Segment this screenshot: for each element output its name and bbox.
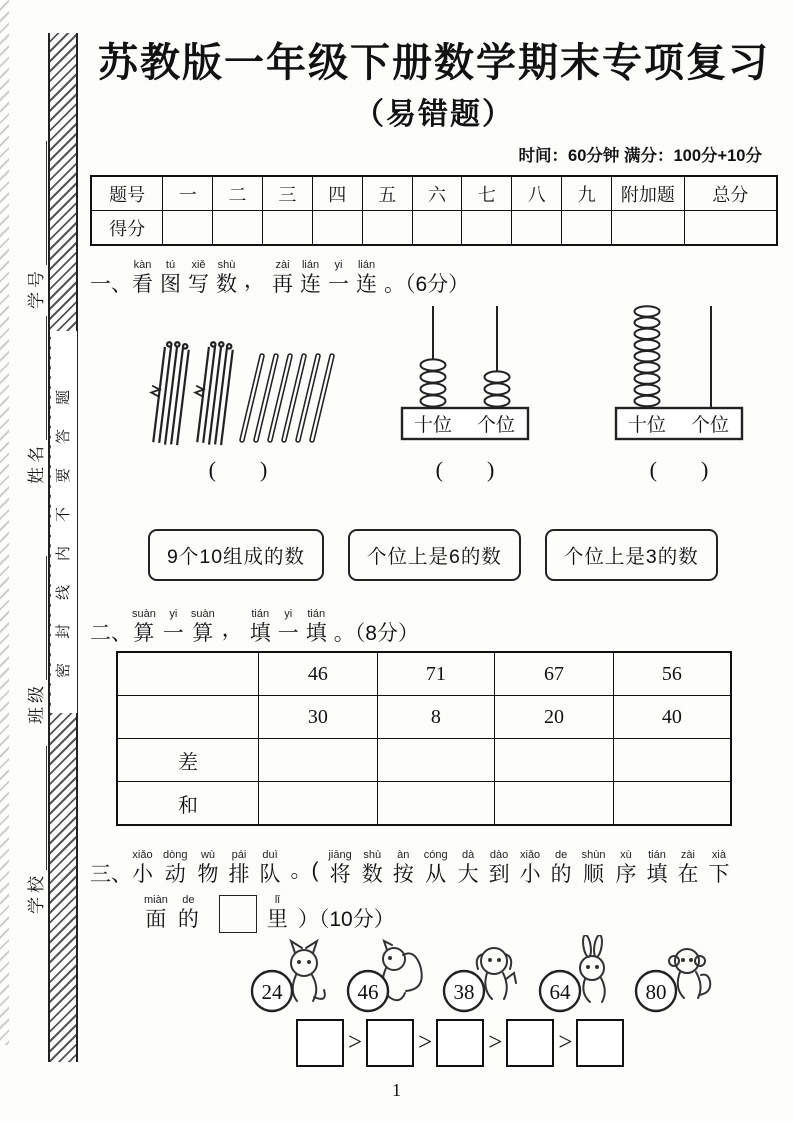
q1-answer-parens-counter2: ( ) [649, 457, 709, 482]
answer-box-1 [296, 1019, 344, 1067]
ones-place-label: 个位 [476, 415, 516, 436]
q1-number: 一、 [90, 273, 132, 296]
ruby-word: lǐ 里 [266, 894, 288, 931]
ruby-word: lián 连 [300, 259, 321, 296]
ruby-word: miàn 面 [144, 894, 168, 931]
score-header-cell: 总分 [684, 176, 777, 211]
q2-number: 二、 [90, 622, 132, 645]
answer-box-2 [366, 1019, 414, 1067]
score-header-cell: 二 [213, 176, 263, 211]
ruby-word: kàn 看 [132, 259, 153, 296]
score-header-cell: 附加题 [612, 176, 685, 211]
abacus-bead [635, 340, 660, 350]
abacus-bead [421, 371, 446, 382]
q1-score-suffix: 。（6分） [384, 273, 470, 296]
counter-figure-2 [614, 300, 744, 485]
q3-heading-words-line2a [144, 890, 209, 933]
squirrel-icon [344, 935, 430, 1015]
ruby-word: xiǎo 小 [519, 849, 541, 886]
name-label: 姓名 [27, 442, 46, 484]
score-header-cell: 四 [312, 176, 362, 211]
cat-icon [248, 935, 334, 1015]
animal-number-badge: 24 [261, 980, 283, 1004]
option-box-ones-six: 个位上是6的数 [348, 529, 521, 581]
q1-answer-parens-sticks: ( ) [208, 457, 268, 482]
q2-empty-cell [377, 782, 495, 826]
q2-value-cell: 67 [495, 652, 614, 696]
page-number: 1 [392, 1080, 401, 1100]
score-header-cell: 九 [562, 176, 612, 211]
q2-value-cell: 46 [259, 652, 378, 696]
q2-empty-cell [613, 739, 731, 782]
ruby-word: yi 一 [162, 608, 184, 645]
score-empty-cell [362, 211, 412, 246]
ruby-word: xiě 写 [188, 259, 209, 296]
abacus-bead [485, 395, 510, 406]
scan-edge-artifact [0, 0, 9, 1045]
name-blank-line [28, 316, 47, 440]
monkey-icon [632, 935, 718, 1015]
ruby-word: duì 队 [259, 849, 281, 886]
q2-empty-cell [117, 652, 259, 696]
q2-value-cell: 40 [613, 696, 731, 739]
answer-box-5 [576, 1019, 624, 1067]
seal-field-class [13, 556, 47, 724]
q2-heading [90, 603, 778, 647]
ruby-word: suàn 算 [132, 608, 156, 645]
ruby-word: 。( [290, 859, 319, 882]
q2-table [116, 651, 732, 826]
score-header-cell: 六 [412, 176, 462, 211]
option-box-ones-three: 个位上是3的数 [545, 529, 718, 581]
answer-box-3 [436, 1019, 484, 1067]
q3-inline-answer-box [219, 895, 257, 933]
student-id-blank-line [28, 141, 47, 265]
q1-heading-words [132, 254, 384, 298]
abacus-bead [635, 351, 660, 361]
score-empty-cell [163, 211, 213, 246]
seal-field-student-id [13, 141, 47, 309]
seal-field-school [13, 746, 47, 914]
ruby-word: yi 一 [277, 608, 299, 645]
q2-value-cell: 56 [613, 652, 731, 696]
animal-number-badge: 46 [357, 980, 379, 1004]
q1-figures [90, 300, 778, 485]
ruby-word: tián 填 [249, 608, 271, 645]
student-id-label: 学号 [27, 267, 46, 309]
abacus-bead [635, 362, 660, 372]
q2-value-cell: 20 [495, 696, 614, 739]
score-header-cell: 八 [512, 176, 562, 211]
q3-score-suffix: ）（10分） [297, 908, 395, 931]
ruby-word: ， [221, 618, 243, 641]
abacus-bead [635, 317, 660, 327]
counter-figure-1 [400, 300, 530, 485]
score-empty-cell [213, 211, 263, 246]
score-row-label: 得分 [91, 211, 163, 246]
score-header-cell: 七 [462, 176, 512, 211]
class-blank-line [28, 556, 47, 680]
score-empty-cell [612, 211, 685, 246]
score-header-cell: 一 [163, 176, 213, 211]
ruby-word: ， [244, 269, 265, 292]
school-blank-line [28, 746, 47, 870]
q1-answer-parens-counter1: ( ) [435, 457, 495, 482]
seal-field-name [13, 316, 47, 484]
ruby-word: tián 填 [646, 849, 668, 886]
dog-icon [440, 935, 526, 1015]
ruby-word: wù 物 [197, 849, 219, 886]
ruby-word: de 的 [177, 894, 199, 931]
ruby-word: xiǎo 小 [132, 849, 153, 886]
q3-answer-sequence [296, 1019, 778, 1067]
abacus-bead [635, 373, 660, 383]
school-label: 学校 [27, 872, 46, 914]
q2-empty-cell [259, 782, 378, 826]
score-header-cell: 三 [262, 176, 312, 211]
score-empty-cell [262, 211, 312, 246]
abacus-icon-2 [614, 300, 744, 452]
abacus-icon-1 [400, 300, 530, 452]
option-box-ninety: 9个10组成的数 [148, 529, 324, 581]
q2-value-cell: 30 [259, 696, 378, 739]
page-title: 苏教版一年级下册数学期末专项复习 [98, 41, 770, 85]
ruby-word: xù 序 [615, 849, 637, 886]
ruby-word: tián 填 [305, 608, 327, 645]
gt-symbol: > [558, 1029, 573, 1056]
gt-symbol: > [418, 1029, 433, 1056]
ruby-word: dà 大 [457, 849, 479, 886]
sticks-figure [138, 340, 338, 485]
q3-heading-words-line2b [267, 890, 298, 933]
q3-number: 三、 [90, 863, 132, 886]
ruby-word: de 的 [550, 849, 572, 886]
q2-value-cell: 8 [377, 696, 495, 739]
score-empty-cell [562, 211, 612, 246]
score-empty-cell [412, 211, 462, 246]
exam-info: 时间：60分钟 满分：100分+10分 [518, 147, 762, 165]
q2-empty-cell [495, 782, 614, 826]
ruby-word: dòng 动 [163, 849, 188, 886]
abacus-bead [635, 396, 660, 406]
q2-value-cell: 和 [117, 782, 259, 826]
abacus-bead [635, 385, 660, 395]
score-header-cell: 五 [362, 176, 412, 211]
q2-value-cell: 差 [117, 739, 259, 782]
class-label: 班级 [27, 682, 46, 724]
q2-empty-cell [377, 739, 495, 782]
q2-score-suffix: 。（8分） [333, 622, 419, 645]
animal-number-badge: 80 [645, 980, 667, 1004]
tens-place-label: 十位 [627, 415, 667, 436]
ruby-word: àn 按 [392, 849, 414, 886]
score-empty-cell [684, 211, 777, 246]
ruby-word: dào 到 [488, 849, 510, 886]
q1-heading [90, 254, 778, 298]
q2-empty-cell [259, 739, 378, 782]
q2-value-cell: 71 [377, 652, 495, 696]
q3-heading-words-line1 [132, 844, 739, 888]
abacus-bead [635, 306, 660, 316]
q2-empty-cell [613, 782, 731, 826]
ruby-word: xià 下 [708, 849, 730, 886]
ruby-word: suàn 算 [190, 608, 215, 645]
score-empty-cell [462, 211, 512, 246]
score-empty-cell [312, 211, 362, 246]
ones-place-label: 个位 [690, 415, 730, 436]
ruby-word: zài 在 [677, 849, 699, 886]
q3-heading-line2 [118, 890, 778, 933]
score-header-cell: 题号 [91, 176, 163, 211]
animal-number-badge: 38 [453, 980, 475, 1004]
q2-empty-cell [495, 739, 614, 782]
rabbit-icon [536, 935, 622, 1015]
q3-heading-line1 [90, 844, 778, 888]
seal-warning-text: 密封线内不要答题 [51, 331, 77, 713]
ruby-word: tú 图 [160, 259, 181, 296]
abacus-bead [421, 395, 446, 406]
ruby-word: jiāng 将 [328, 849, 352, 886]
ruby-word: zài 再 [272, 259, 293, 296]
tens-place-label: 十位 [413, 415, 453, 436]
abacus-bead [635, 329, 660, 339]
q2-empty-cell [117, 696, 259, 739]
ruby-word: cóng 从 [423, 849, 448, 886]
ruby-word: shù 数 [361, 849, 383, 886]
worksheet-page [90, 40, 778, 1067]
score-table [90, 175, 778, 246]
score-empty-cell [512, 211, 562, 246]
answer-box-4 [506, 1019, 554, 1067]
q1-option-boxes [148, 529, 778, 581]
ruby-word: shù 数 [216, 259, 237, 296]
abacus-bead [421, 359, 446, 370]
ruby-word: pái 排 [228, 849, 250, 886]
animal-number-badge: 64 [549, 980, 571, 1004]
abacus-bead [485, 371, 510, 382]
ruby-word: lián 连 [356, 259, 377, 296]
page-subtitle: （易错题） [354, 98, 514, 131]
ruby-word: yi 一 [328, 259, 349, 296]
abacus-bead [421, 383, 446, 394]
gt-symbol: > [488, 1029, 503, 1056]
gt-symbol: > [348, 1029, 363, 1056]
q2-heading-words [132, 603, 334, 647]
q3-animals-row [248, 935, 778, 1015]
counting-sticks-icon [138, 340, 338, 452]
ruby-word: shùn 顺 [581, 849, 606, 886]
abacus-bead [485, 383, 510, 394]
